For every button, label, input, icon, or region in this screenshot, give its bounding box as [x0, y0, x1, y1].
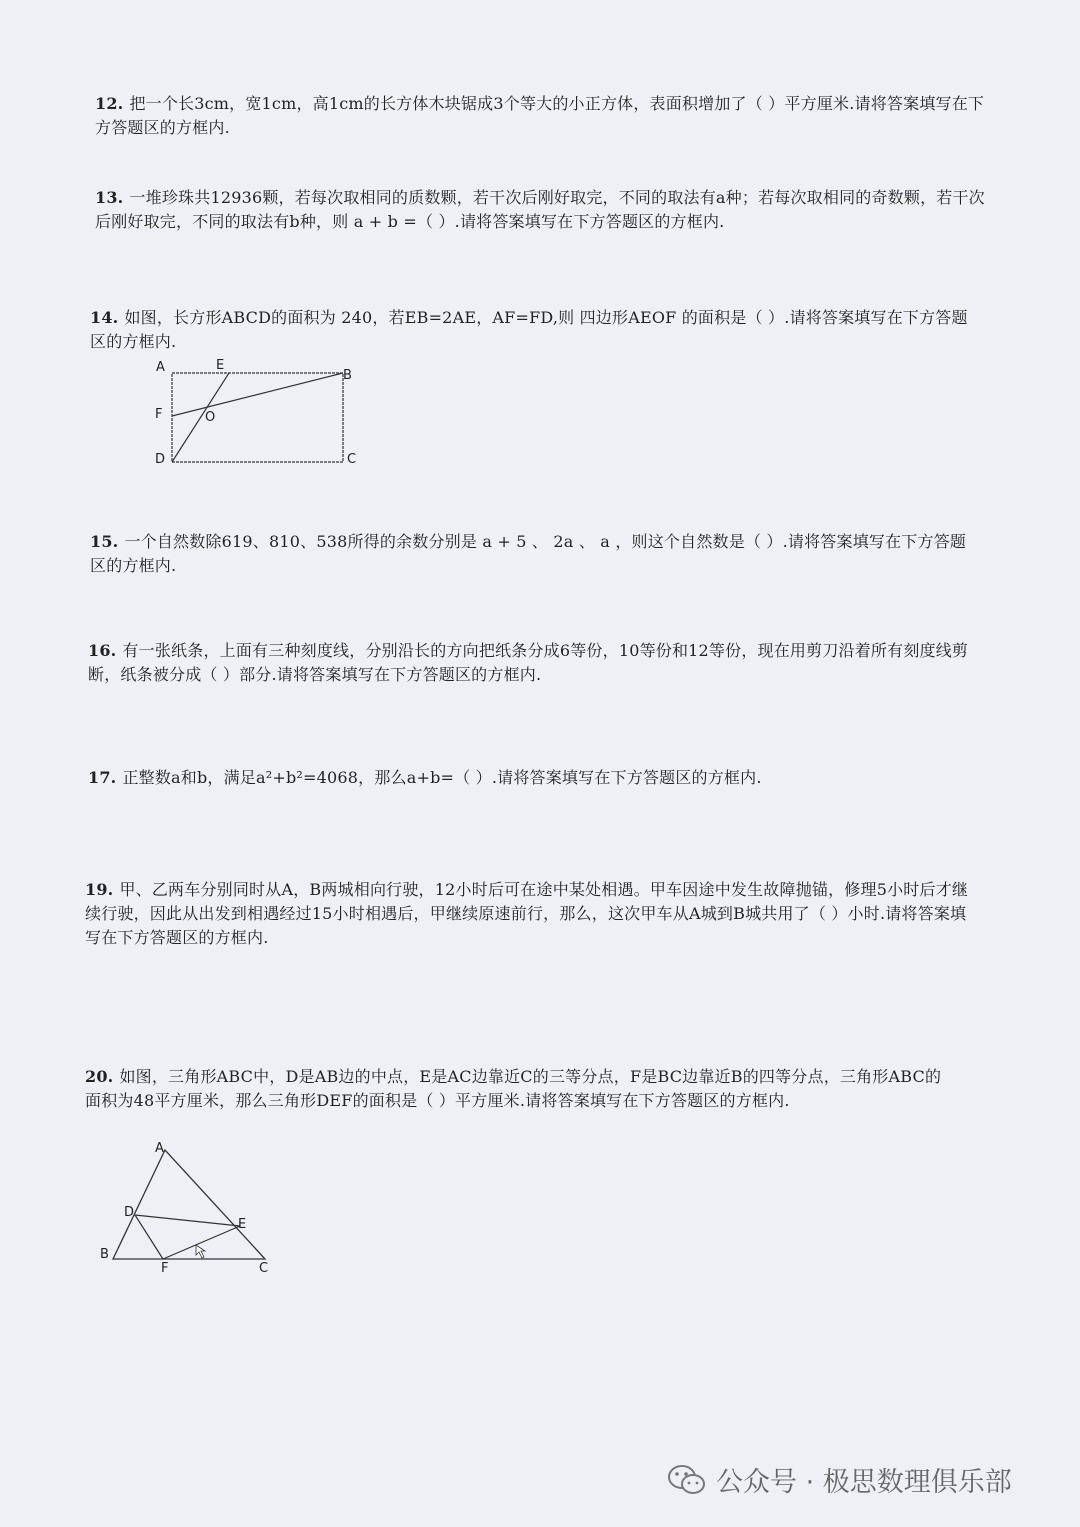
label-A: A: [155, 1141, 164, 1156]
label-F: F: [161, 1261, 169, 1276]
question-number: 20.: [85, 1067, 114, 1086]
label-D: D: [155, 452, 166, 467]
label-O: O: [205, 410, 216, 425]
question-number: 13.: [95, 188, 124, 207]
label-C: C: [259, 1261, 269, 1276]
question-text: 把一个长3cm，宽1cm，高1cm的长方体木块锯成3个等大的小正方体，表面积增加了（ ）平方厘米.请将答案填写在下方答题区的方框内.: [95, 94, 985, 137]
question-12: [95, 92, 985, 140]
label-E: E: [216, 358, 225, 373]
label-C: C: [347, 452, 357, 467]
question-text: 有一张纸条，上面有三种刻度线，分别沿长的方向把纸条分成6等份，10等份和12等份，现在用剪刀沿着所有刻度线剪断，纸条被分成（ ）部分.请将答案填写在下方答题区的方框内.: [88, 641, 969, 684]
figure-20-triangle-diagram: [95, 1138, 275, 1278]
cursor-icon: [196, 1245, 205, 1258]
question-text: 甲、乙两车分别同时从A，B两城相向行驶，12小时后可在途中某处相遇。甲车因途中发生故障抛锚，修理5小时后才继续行驶，因此从出发到相遇经过15小时相遇后，甲继续原速前行，那么，这次甲车从A城到B城共用了（ ）小时.请将答案填写在下方答题区的方框内.: [85, 880, 969, 947]
question-text: 如图，长方形ABCD的面积为 240，若EB=2AE，AF=FD,则 四边形AEOF 的面积是（ ）.请将答案填写在下方答题区的方框内.: [90, 308, 968, 351]
question-text: 正整数a和b，满足a²+b²=4068，那么a+b=（ ）.请将答案填写在下方答题区的方框内.: [122, 768, 762, 787]
question-number: 12.: [95, 94, 124, 113]
label-D: D: [124, 1205, 135, 1220]
label-E: E: [238, 1217, 247, 1232]
question-20: [85, 1065, 955, 1113]
question-number: 16.: [88, 641, 117, 660]
question-number: 19.: [85, 880, 114, 899]
question-text: 一堆珍珠共12936颗，若每次取相同的质数颗，若干次后刚好取完，不同的取法有a种；若每次取相同的奇数颗，若干次后刚好取完，不同的取法有b种，则 a + b =（ ）.请将答案填写在下方答题区的方框内.: [95, 188, 985, 231]
question-13: [95, 186, 985, 234]
question-16: [88, 639, 978, 687]
label-A: A: [156, 360, 165, 375]
label-B: B: [343, 368, 352, 383]
question-19: [85, 878, 970, 950]
label-F: F: [155, 407, 163, 422]
question-14: [90, 306, 980, 354]
question-17: [88, 766, 978, 790]
question-15: [90, 530, 980, 578]
label-B: B: [100, 1247, 109, 1262]
question-number: 17.: [88, 768, 117, 787]
question-text: 一个自然数除619、810、538所得的余数分别是 a + 5 、 2a 、 a ，则这个自然数是（ ）.请将答案填写在下方答题区的方框内.: [90, 532, 967, 575]
question-number: 14.: [90, 308, 119, 327]
figure-14-rectangle-diagram: [145, 352, 370, 472]
wechat-icon: [668, 1464, 706, 1496]
question-number: 15.: [90, 532, 119, 551]
question-text: 如图，三角形ABC中，D是AB边的中点，E是AC边靠近C的三等分点，F是BC边靠近B的四等分点，三角形ABC的面积为48平方厘米，那么三角形DEF的面积是（ ）平方厘米.请将答案填写在下方答题区的方框内.: [85, 1067, 942, 1110]
watermark-text: 公众号 · 极思数理俱乐部: [716, 1467, 1012, 1498]
watermark: [668, 1460, 1012, 1499]
